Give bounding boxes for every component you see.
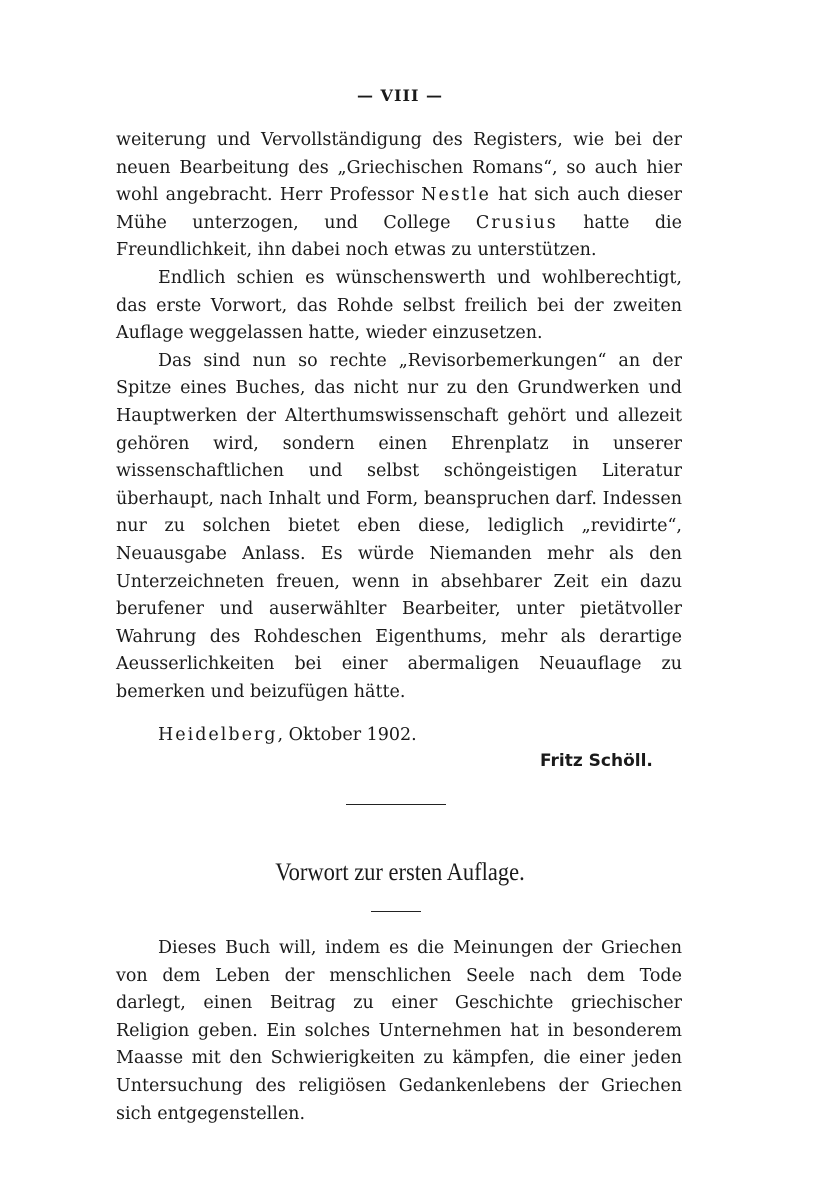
text-run: weiterung und Vervollständigung des Registers, wie bei der neuen Bearbeitung des „Griechischen Romans“, so auch hier wohl angebracht. Herr Professor bbox=[116, 130, 682, 206]
section-divider bbox=[346, 804, 446, 805]
page-number: — VIII — bbox=[356, 86, 443, 105]
paragraph-register bbox=[116, 127, 682, 265]
first-preface-text bbox=[116, 935, 682, 1128]
paragraph-first-preface: Endlich schien es wünschenswerth und wohlberechtigt, das erste Vorwort, das Rohde selbst freilich bei der zweiten Auflage weggelassen hatte, wieder einzusetzen. bbox=[116, 267, 682, 344]
dateline-place: Heidelberg bbox=[158, 725, 278, 745]
name-nestle: Nestle bbox=[421, 185, 491, 206]
heading-rule bbox=[371, 911, 421, 912]
name-crusius: Crusius bbox=[475, 212, 558, 233]
paragraph-opening: Dieses Buch will, indem es die Meinungen der Griechen von dem Leben der menschlichen Seele nach dem Tode darlegt, einen Beitrag zu einer Geschichte griechischer Religion geben. Ein solches Unternehmen hat in besonderem Maasse mit den Schwierigkeiten zu kämpfen, die einer jeden Untersuchung des religiösen Gedankenlebens der Griechen sich entgegenstellen. bbox=[116, 938, 682, 1124]
text-run: hat sich auch dieser Mühe unterzogen, und College bbox=[116, 185, 682, 233]
text-run: hatte die Freundlichkeit, ihn dabei noch etwas zu unterstützen. bbox=[116, 212, 682, 261]
dateline-date: , Oktober 1902. bbox=[277, 725, 417, 745]
preface-text bbox=[116, 127, 682, 706]
section-heading: Vorwort zur ersten Auflage. bbox=[275, 859, 525, 886]
signature: Fritz Schöll. bbox=[540, 751, 653, 771]
paragraph-revision-remarks: Das sind nun so rechte „Revisorbemerkungen“ an der Spitze eines Buches, das nicht nur zu den Grundwerken und Hauptwerken der Alterthumswissenschaft gehört und allezeit gehören wird, sondern einen Ehrenplatz in unserer wissenschaftlichen und selbst schöngeistigen Literatur überhaupt, nach Inhalt und Form, beanspruchen darf. Indessen nur zu solchen bietet eben diese, lediglich „revidirte“, Neuausgabe Anlass. Es würde Niemanden mehr als den Unterzeichneten freuen, wenn in absehbarer Zeit ein dazu berufener und auserwählter Bearbeiter, unter pietätvoller Wahrung des Rohdeschen Eigenthums, mehr als derartige Aeusserlichkeiten bei einer abermaligen Neuauflage zu bemerken und beizufügen hätte. bbox=[116, 350, 682, 702]
dateline bbox=[158, 722, 417, 750]
